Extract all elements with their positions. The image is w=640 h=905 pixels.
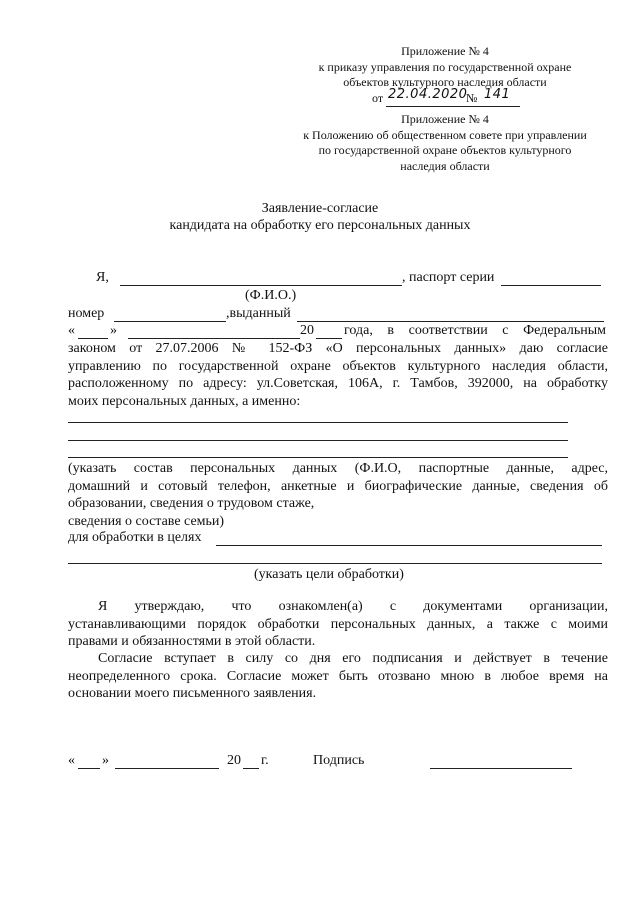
passport-number-field[interactable]: [114, 321, 226, 322]
personal-data-hint: [68, 460, 608, 530]
consent-paragraph-3: [68, 650, 608, 703]
p1-line4: расположенному по адресу: ул.Советская, 106А, г. Тамбов, 392000, на обработку: [68, 376, 608, 391]
sign-quote-close: »: [102, 753, 109, 768]
document-title: [0, 200, 640, 234]
date-underline: [386, 106, 520, 107]
appendix-2-line4: наследия области: [400, 158, 490, 173]
fio-caption: (Ф.И.О.): [245, 288, 297, 303]
issue-day-field[interactable]: [78, 338, 108, 339]
hint-line3: образовании, сведения о трудовом стаже,: [68, 496, 315, 511]
hint-line4: сведения о составе семьи): [68, 513, 225, 529]
handwritten-number: 141: [484, 86, 511, 102]
quote-open: «: [68, 323, 75, 338]
p1-line5: моих персональных данных, а именно:: [68, 393, 301, 409]
handwritten-date: 22.04.2020: [388, 86, 468, 102]
signature-field[interactable]: [430, 768, 572, 769]
hint-line1: (указать состав персональных данных (Ф.И.О, паспортные данные, адрес,: [68, 461, 608, 476]
p2-line3: правами и обязанностями в этой области.: [68, 634, 316, 649]
appendix-1-line2: к приказу управления по государственной охране: [318, 59, 572, 74]
p1-line1-tail: года, в соответствии с Федеральным: [344, 323, 606, 338]
ya-label: Я,: [96, 270, 109, 285]
sign-day-field[interactable]: [78, 768, 100, 769]
purpose-field-2[interactable]: [68, 563, 602, 564]
appendix-2-title: Приложение № 4: [401, 112, 489, 126]
appendix-1-block: [290, 44, 600, 107]
fio-field[interactable]: [120, 285, 402, 286]
personal-data-line-3[interactable]: [68, 457, 568, 458]
p2-line1: Я утверждаю, что ознакомлен(а) с документами организации,: [98, 599, 608, 614]
issue-month-field[interactable]: [128, 338, 300, 339]
personal-data-line-2[interactable]: [68, 440, 568, 441]
sign-month-field[interactable]: [115, 768, 219, 769]
from-prefix: от: [372, 90, 384, 105]
sign-year-prefix: 20: [227, 753, 241, 768]
p3-line1: Согласие вступает в силу со дня его подписания и действует в течение: [98, 651, 608, 666]
passport-series-label: , паспорт серии: [402, 270, 495, 285]
title-line2: кандидата на обработку его персональных данных: [169, 218, 471, 233]
title-line1: Заявление-согласие: [261, 201, 379, 216]
quote-close: »: [110, 323, 117, 338]
issue-year-prefix: 20: [300, 323, 314, 338]
sign-year-field[interactable]: [243, 768, 259, 769]
purpose-caption: (указать цели обработки): [254, 567, 404, 582]
purpose-label: для обработки в целях: [68, 530, 202, 545]
p1-line3: управлению по государственной охране объектов культурного наследия области,: [68, 358, 608, 374]
issued-label: ,выданный: [226, 306, 291, 321]
hint-line2: домашний и сотовый телефон, анкетные и биографические данные, сведения об: [68, 478, 608, 494]
appendix-2-line2: к Положению об общественном совете при управлении: [303, 127, 587, 142]
p3-line3: основании моего письменного заявления.: [68, 686, 317, 701]
p1-line2: законом от 27.07.2006 № 152-ФЗ «О персональных данных» даю согласие: [68, 341, 608, 356]
sign-year-suffix: г.: [261, 753, 269, 768]
p3-line2: неопределенного срока. Согласие может быть отозвано мною в любое время на: [68, 668, 608, 684]
consent-paragraph-2: [68, 598, 608, 651]
appendix-1-line3: объектов культурного наследия области: [343, 75, 547, 89]
consent-paragraph-1: [68, 340, 608, 410]
purpose-field-1[interactable]: [216, 545, 602, 546]
number-label: номер: [68, 306, 105, 321]
personal-data-line-1[interactable]: [68, 422, 568, 423]
appendix-1-date-row: [290, 86, 600, 107]
appendix-1-title: Приложение № 4: [401, 44, 489, 58]
signature-label: Подпись: [313, 753, 365, 768]
issue-year-field[interactable]: [316, 338, 342, 339]
appendix-2-line3: по государственной охране объектов культурного: [318, 143, 572, 157]
p2-line2: устанавливающими порядок обработки персональных данных, а также с моими: [68, 616, 608, 632]
number-sign: №: [466, 90, 478, 105]
sign-quote-open: «: [68, 753, 75, 768]
appendix-2-block: [290, 112, 600, 174]
passport-series-field[interactable]: [501, 285, 601, 286]
